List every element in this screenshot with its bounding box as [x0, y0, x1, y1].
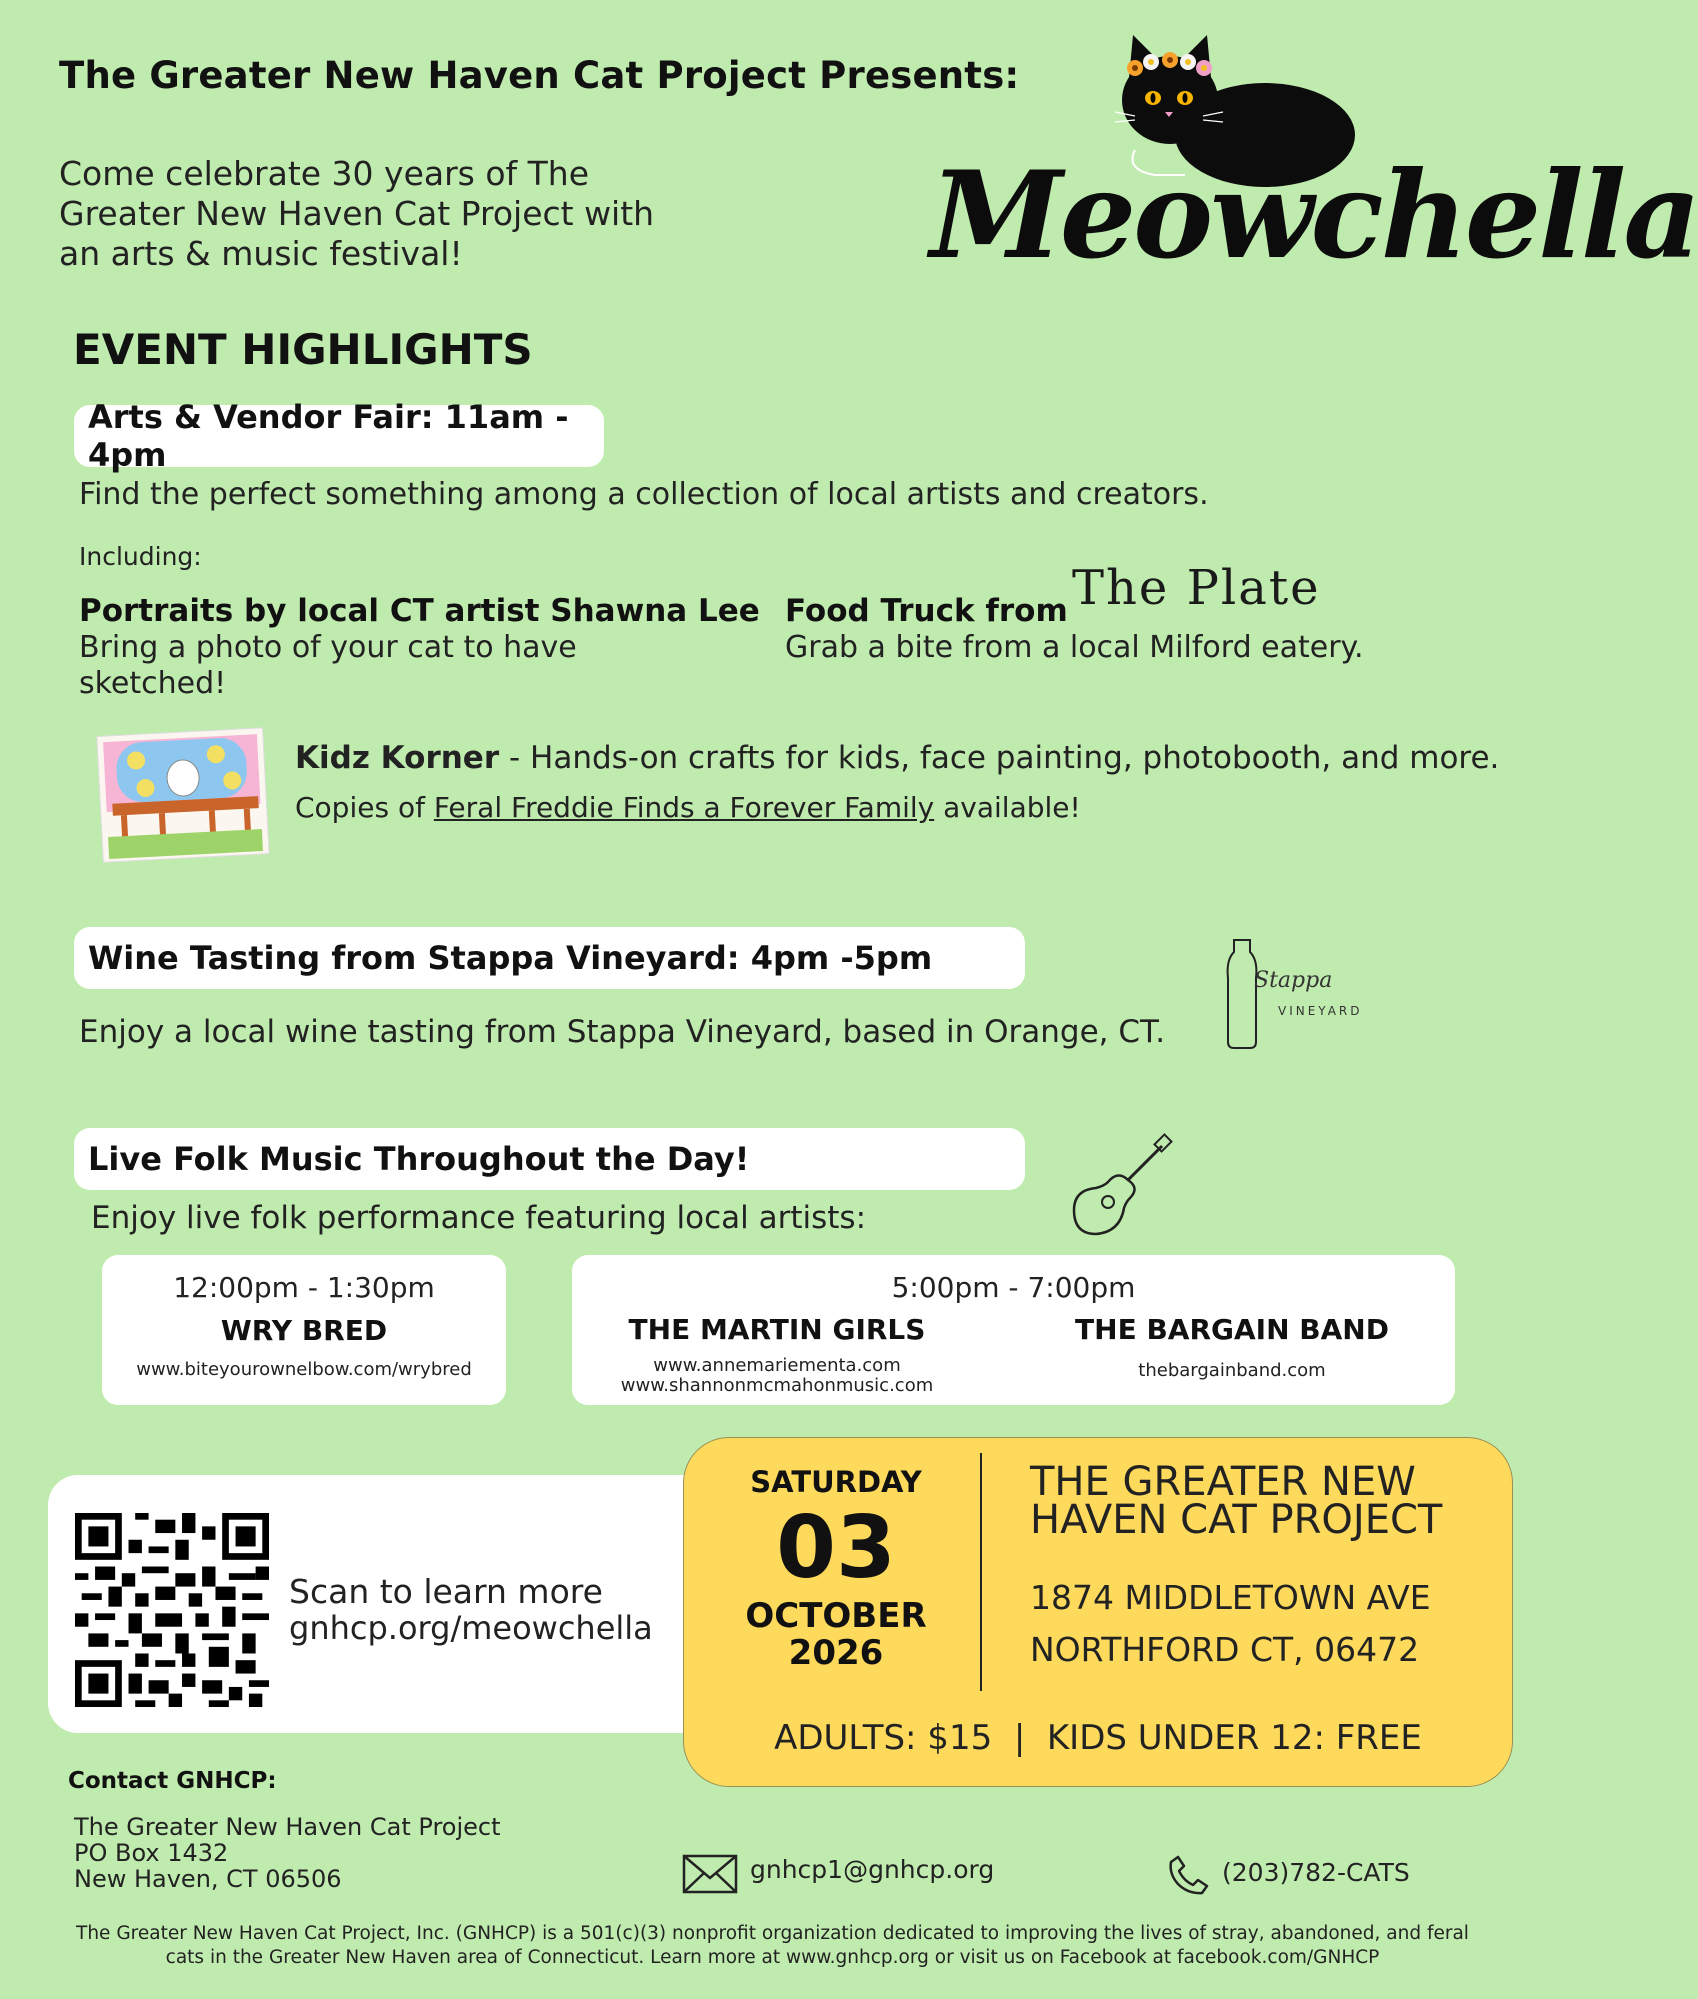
highlights-title: EVENT HIGHLIGHTS: [73, 325, 533, 374]
music-slot-2: [572, 1255, 1455, 1405]
wine-pill: [74, 927, 1025, 989]
food-desc: Grab a bite from a local Milford eatery.: [785, 630, 1364, 665]
slot1-band: WRY BRED: [220, 1314, 388, 1347]
kids-drawing-icon: [98, 728, 270, 864]
org-name: [1030, 1459, 1443, 1543]
copies-line: [295, 791, 1081, 824]
meowchella-logo: [930, 30, 1698, 320]
contact-line-1: The Greater New Haven Cat Project: [74, 1813, 501, 1841]
event-weekday: SATURDAY: [750, 1465, 922, 1499]
event-day: 03: [776, 1498, 896, 1598]
address: [1030, 1572, 1431, 1676]
wine-pill-label: Wine Tasting from Stappa Vineyard: 4pm -5pm: [88, 939, 933, 977]
event-year: 2026: [788, 1633, 884, 1673]
stappa-sub: VINEYARD: [1278, 1004, 1363, 1018]
arts-pill-label: Arts & Vendor Fair: 11am - 4pm: [88, 398, 569, 474]
music-slot-1: [102, 1255, 506, 1405]
slot2-band-a: THE MARTIN GIRLS: [628, 1313, 926, 1346]
copies-suffix: available!: [934, 791, 1081, 824]
org-line-2: HAVEN CAT PROJECT: [1030, 1497, 1443, 1543]
slot1-time: 12:00pm - 1:30pm: [173, 1271, 435, 1304]
qr-url[interactable]: gnhcp.org/meowchella: [289, 1609, 653, 1647]
qr-code-icon[interactable]: [75, 1513, 269, 1707]
slot2-url-a1: www.annemariementa.com: [653, 1355, 901, 1376]
intro-text: Come celebrate 30 years of The Greater New Haven Cat Project with an arts & music festival!: [59, 154, 655, 273]
event-month: OCTOBER: [745, 1596, 927, 1636]
kidz-title: Kidz Korner: [295, 740, 500, 776]
book-title: Feral Freddie Finds a Forever Family: [433, 791, 935, 824]
card-divider: [980, 1453, 982, 1691]
kidz-desc: - Hands-on crafts for kids, face painting, photobooth, and more.: [499, 740, 1500, 776]
presents-heading: The Greater New Haven Cat Project Presents:: [59, 54, 1020, 97]
contact-address: [74, 1814, 501, 1892]
contact-line-2: PO Box 1432: [74, 1839, 229, 1867]
prices: ADULTS: $15 | KIDS UNDER 12: FREE: [774, 1718, 1422, 1758]
envelope-icon: [682, 1854, 738, 1894]
music-pill: [74, 1128, 1025, 1190]
stappa-logo: [1218, 938, 1378, 1053]
wine-desc: Enjoy a local wine tasting from Stappa Vineyard, based in Orange, CT.: [79, 1014, 1166, 1050]
address-line-1: 1874 MIDDLETOWN AVE: [1030, 1578, 1431, 1617]
slot2-band-b: THE BARGAIN BAND: [1075, 1313, 1389, 1346]
date-block: [720, 1465, 952, 1671]
footer-line-1: The Greater New Haven Cat Project, Inc. (GNHCP) is a 501(c)(3) nonprofit organization dedicated to improving the lives of stray, abandoned, and feral: [76, 1923, 1469, 1944]
contact-phone[interactable]: (203)782-CATS: [1222, 1858, 1410, 1887]
stappa-bottle-icon: [1222, 938, 1262, 1050]
scan-text: Scan to learn more: [289, 1572, 603, 1611]
music-pill-label: Live Folk Music Throughout the Day!: [88, 1140, 750, 1178]
slot2-band-a-group: [612, 1313, 942, 1396]
the-plate-logo: The Plate: [1072, 560, 1321, 616]
portraits-desc: Bring a photo of your cat to have sketched!: [79, 630, 577, 701]
contact-email[interactable]: gnhcp1@gnhcp.org: [750, 1855, 995, 1884]
kidz-line: [295, 740, 1499, 776]
contact-title: Contact GNHCP:: [68, 1768, 277, 1794]
address-line-2: NORTHFORD CT, 06472: [1030, 1630, 1420, 1669]
slot1-url: www.biteyourownelbow.com/wrybred: [136, 1359, 472, 1380]
stappa-script: Stappa: [1254, 968, 1333, 993]
food-title: Food Truck from: [785, 593, 1068, 629]
slot2-band-b-group: [1062, 1313, 1402, 1381]
slot2-url-b: thebargainband.com: [1138, 1360, 1326, 1381]
phone-icon: [1168, 1854, 1210, 1896]
including-label: Including:: [79, 542, 202, 571]
copies-prefix: Copies of: [295, 791, 434, 824]
org-line-1: THE GREATER NEW: [1030, 1459, 1416, 1505]
arts-desc: Find the perfect something among a collection of local artists and creators.: [79, 477, 1209, 512]
music-desc: Enjoy live folk performance featuring local artists:: [91, 1200, 867, 1236]
guitar-icon: [1068, 1136, 1174, 1240]
logo-wordmark: Meowchella: [930, 145, 1698, 286]
slot2-time: 5:00pm - 7:00pm: [891, 1271, 1136, 1304]
slot2-url-a2: www.shannonmcmahonmusic.com: [620, 1375, 934, 1396]
footer-line-2: cats in the Greater New Haven area of Connecticut. Learn more at www.gnhcp.org or visit us on Facebook at facebook.com/GNHCP: [165, 1947, 1380, 1968]
arts-pill: [74, 398, 604, 474]
footer-text: [60, 1922, 1485, 1970]
portraits-title: Portraits by local CT artist Shawna Lee: [79, 593, 760, 629]
contact-line-3: New Haven, CT 06506: [74, 1865, 342, 1893]
